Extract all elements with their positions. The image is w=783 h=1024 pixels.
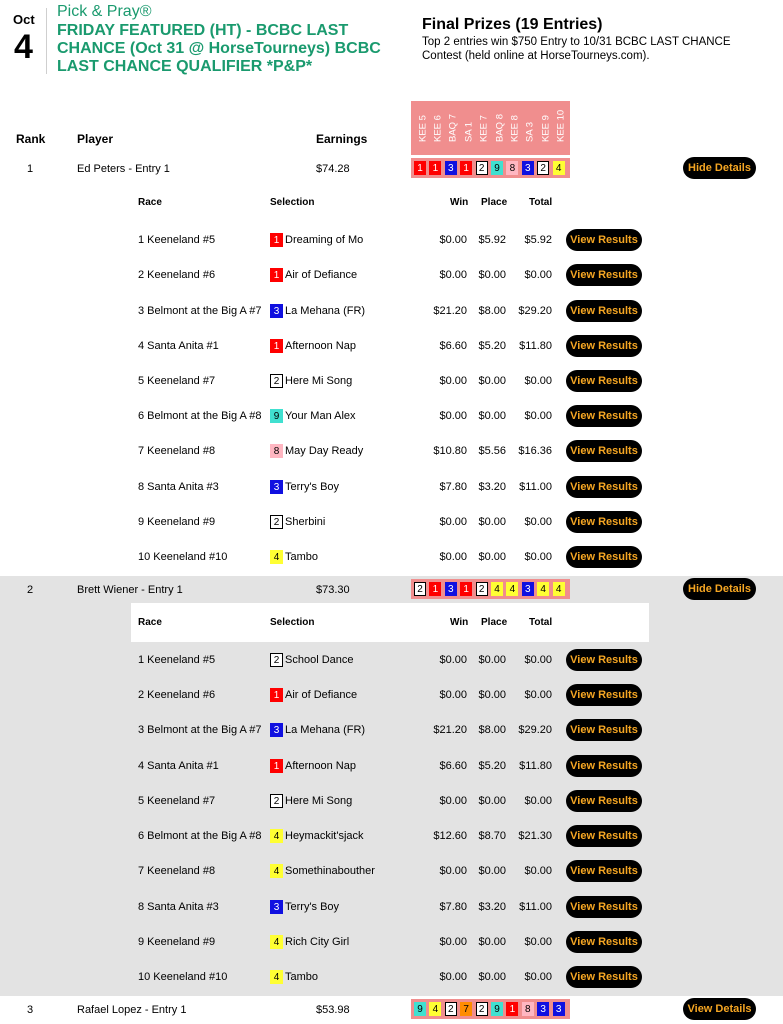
detail-race: 3 Belmont at the Big A #7	[138, 305, 262, 317]
pick-chip: 2	[537, 161, 549, 175]
detail-place: $8.00	[478, 305, 506, 317]
pick-chip: 4	[553, 582, 565, 596]
detail-race: 9 Keeneland #9	[138, 516, 216, 528]
detail-place: $8.00	[478, 724, 506, 736]
race-column-label	[554, 101, 569, 153]
pick-chip: 4	[491, 582, 503, 596]
detail-total: $0.00	[524, 410, 552, 422]
detail-win-header: Win	[450, 197, 469, 208]
detail-race: 10 Keeneland #10	[138, 551, 228, 563]
selection-number: 2	[270, 653, 283, 667]
detail-total: $29.20	[518, 305, 552, 317]
detail-selection-header: Selection	[270, 617, 315, 628]
detail-win: $0.00	[439, 516, 467, 528]
earnings-header: Earnings	[316, 132, 368, 146]
view-results-button[interactable]: View Results	[566, 860, 642, 882]
pick-chip: 1	[414, 161, 426, 175]
entry-picks	[411, 999, 570, 1019]
detail-place-header: Place	[481, 617, 508, 628]
detail-race: 2 Keeneland #6	[138, 269, 216, 281]
view-results-button[interactable]: View Results	[566, 755, 642, 777]
entry-earnings: $53.98	[316, 1004, 350, 1016]
detail-total: $0.00	[524, 551, 552, 563]
detail-race: 1 Keeneland #5	[138, 654, 216, 666]
detail-total-header: Total	[529, 197, 553, 208]
selection-number: 2	[270, 515, 283, 529]
view-details-button[interactable]: View Details	[683, 998, 756, 1020]
race-column-label	[446, 101, 461, 153]
detail-place: $0.00	[478, 654, 506, 666]
selection-horse: Terry's Boy	[285, 481, 340, 493]
detail-win: $10.80	[433, 445, 467, 457]
race-column-label	[477, 101, 492, 153]
header-divider	[46, 8, 47, 74]
selection-horse: Heymackit'sjack	[285, 830, 364, 842]
detail-place-header: Place	[481, 197, 508, 208]
pick-chip: 9	[491, 161, 503, 175]
view-results-button[interactable]: View Results	[566, 790, 642, 812]
selection-number: 3	[270, 480, 283, 494]
view-results-button[interactable]: View Results	[566, 684, 642, 706]
view-results-button[interactable]: View Results	[566, 649, 642, 671]
contest-brand: Pick & Pray®	[57, 3, 152, 20]
detail-place: $5.92	[478, 234, 506, 246]
entry-player-name: Ed Peters - Entry 1	[77, 163, 170, 175]
pick-chip: 3	[522, 582, 534, 596]
detail-race: 4 Santa Anita #1	[138, 340, 219, 352]
detail-total: $29.20	[518, 724, 552, 736]
detail-place: $5.20	[478, 340, 506, 352]
pick-chip: 1	[460, 161, 472, 175]
selection-number: 1	[270, 759, 283, 773]
detail-total: $0.00	[524, 654, 552, 666]
pick-chip: 2	[414, 582, 426, 596]
selection-horse: Here Mi Song	[285, 795, 353, 807]
detail-win-header: Win	[450, 617, 469, 628]
selection-horse: Tambo	[285, 551, 319, 563]
selection-number: 1	[270, 688, 283, 702]
detail-total: $0.00	[524, 936, 552, 948]
view-results-button[interactable]: View Results	[566, 931, 642, 953]
selection-horse: Afternoon Nap	[285, 340, 356, 352]
entry-picks	[411, 158, 570, 178]
detail-win: $0.00	[439, 410, 467, 422]
view-results-button[interactable]: View Results	[566, 511, 642, 533]
race-column-label-text: KEE 7	[478, 115, 490, 142]
detail-place: $5.56	[478, 445, 506, 457]
selection-horse: Sherbini	[285, 516, 326, 528]
detail-total: $16.36	[518, 445, 552, 457]
pick-chip: 2	[476, 1002, 488, 1016]
detail-total: $11.80	[519, 340, 552, 352]
detail-race: 5 Keeneland #7	[138, 795, 216, 807]
selection-number: 4	[270, 970, 283, 984]
selection-horse: Tambo	[285, 971, 319, 983]
detail-race: 10 Keeneland #10	[138, 971, 228, 983]
pick-chip: 3	[445, 161, 457, 175]
selection-horse: Dreaming of Mo	[285, 234, 364, 246]
detail-race: 5 Keeneland #7	[138, 375, 216, 387]
selection-horse: Here Mi Song	[285, 375, 353, 387]
race-column-label	[507, 101, 522, 153]
race-column-label	[430, 101, 445, 153]
entry-rank: 3	[27, 1004, 34, 1016]
detail-selection-header: Selection	[270, 197, 315, 208]
pick-chip: 3	[553, 1002, 565, 1016]
contest-title: FRIDAY FEATURED (HT) - BCBC LAST CHANCE (Oct 31 @ HorseTourneys) BCBC LAST CHANCE QUALIFIER *P&P*	[57, 22, 381, 75]
detail-total: $0.00	[524, 375, 552, 387]
selection-number: 4	[270, 550, 283, 564]
view-results-button[interactable]: View Results	[566, 264, 642, 286]
detail-race: 8 Santa Anita #3	[138, 901, 219, 913]
detail-total: $0.00	[524, 689, 552, 701]
detail-race: 1 Keeneland #5	[138, 234, 216, 246]
pick-chip: 1	[506, 1002, 518, 1016]
selection-number: 8	[270, 444, 283, 458]
race-column-label	[492, 101, 507, 153]
detail-total: $0.00	[524, 971, 552, 983]
detail-win: $0.00	[439, 269, 467, 281]
detail-total: $11.00	[519, 481, 552, 493]
view-results-button[interactable]: View Results	[566, 405, 642, 427]
selection-horse: Air of Defiance	[285, 689, 358, 701]
pick-chip: 2	[445, 1002, 457, 1016]
detail-total: $0.00	[524, 269, 552, 281]
race-column-label-text: KEE 10	[555, 109, 567, 142]
detail-win: $0.00	[439, 971, 467, 983]
race-column-label-text: KEE 5	[417, 115, 428, 142]
detail-total: $11.00	[519, 901, 552, 913]
race-column-label-text: BAQ 7	[447, 114, 459, 142]
pick-chip: 4	[429, 1002, 441, 1016]
view-results-button[interactable]: View Results	[566, 825, 642, 847]
detail-win: $0.00	[439, 936, 467, 948]
race-column-label	[415, 101, 430, 153]
detail-race: 8 Santa Anita #3	[138, 481, 219, 493]
detail-place: $3.20	[478, 481, 506, 493]
detail-race-header: Race	[138, 617, 162, 628]
pick-chip: 7	[460, 1002, 472, 1016]
view-results-button[interactable]: View Results	[566, 300, 642, 322]
pick-chip: 4	[506, 582, 518, 596]
selection-number: 1	[270, 233, 283, 247]
detail-race: 3 Belmont at the Big A #7	[138, 724, 262, 736]
detail-total: $0.00	[524, 865, 552, 877]
detail-place: $0.00	[478, 865, 506, 877]
race-labels-header	[411, 101, 570, 155]
selection-horse: La Mehana (FR)	[285, 724, 366, 736]
selection-number: 9	[270, 409, 283, 423]
detail-total: $0.00	[524, 795, 552, 807]
detail-race: 4 Santa Anita #1	[138, 760, 219, 772]
entry-player-name: Rafael Lopez - Entry 1	[77, 1004, 187, 1016]
date-day: 4	[14, 28, 33, 66]
view-results-button[interactable]: View Results	[566, 370, 642, 392]
race-column-label-text: SA 3	[524, 121, 536, 142]
selection-number: 1	[270, 339, 283, 353]
detail-win: $12.60	[433, 830, 467, 842]
pick-chip: 8	[522, 1002, 534, 1016]
race-column-label	[461, 101, 476, 153]
entry-earnings: $73.30	[316, 584, 350, 596]
detail-place: $5.20	[478, 760, 506, 772]
detail-win: $6.60	[439, 760, 467, 772]
selection-number: 3	[270, 304, 283, 318]
detail-win: $0.00	[439, 865, 467, 877]
entry-player-name: Brett Wiener - Entry 1	[77, 584, 183, 596]
detail-total: $11.80	[519, 760, 552, 772]
selection-horse: Your Man Alex	[285, 410, 356, 422]
selection-horse: Somethinabouther	[285, 865, 375, 877]
race-column-label-text: SA 1	[463, 121, 475, 142]
pick-chip: 2	[476, 582, 488, 596]
detail-win: $21.20	[433, 724, 467, 736]
selection-horse: School Dance	[285, 654, 354, 666]
selection-horse: May Day Ready	[285, 445, 364, 457]
detail-race: 7 Keeneland #8	[138, 865, 216, 877]
detail-place: $0.00	[478, 269, 506, 281]
selection-horse: La Mehana (FR)	[285, 305, 366, 317]
race-column-label-text: KEE 6	[432, 115, 444, 142]
detail-win: $0.00	[439, 689, 467, 701]
detail-place: $0.00	[478, 936, 506, 948]
view-results-button[interactable]: View Results	[566, 896, 642, 918]
pick-chip: 1	[460, 582, 472, 596]
selection-horse: Rich City Girl	[285, 936, 350, 948]
detail-place: $0.00	[478, 410, 506, 422]
race-column-label-text: KEE 9	[540, 115, 552, 142]
detail-race: 6 Belmont at the Big A #8	[138, 410, 262, 422]
detail-race: 9 Keeneland #9	[138, 936, 216, 948]
detail-place: $0.00	[478, 375, 506, 387]
pick-chip: 3	[537, 1002, 549, 1016]
detail-win: $0.00	[439, 654, 467, 666]
detail-place: $0.00	[478, 516, 506, 528]
pick-chip: 3	[522, 161, 534, 175]
view-results-button[interactable]: View Results	[566, 476, 642, 498]
view-results-button[interactable]: View Results	[566, 229, 642, 251]
detail-place: $3.20	[478, 901, 506, 913]
race-column-label-text: BAQ 8	[494, 114, 505, 142]
pick-chip: 2	[476, 161, 488, 175]
view-results-button[interactable]: View Results	[566, 440, 642, 462]
view-results-button[interactable]: View Results	[566, 966, 642, 988]
hide-details-button[interactable]: Hide Details	[683, 578, 756, 600]
pick-chip: 8	[506, 161, 518, 175]
view-results-button[interactable]: View Results	[566, 719, 642, 741]
detail-place: $8.70	[478, 830, 506, 842]
detail-place: $0.00	[478, 795, 506, 807]
race-column-label	[538, 101, 553, 153]
prizes-description: Top 2 entries win $750 Entry to 10/31 BCBC LAST CHANCE Contest (held online at HorseTourneys.com).	[422, 36, 731, 62]
detail-place: $0.00	[478, 551, 506, 563]
hide-details-button[interactable]: Hide Details	[683, 157, 756, 179]
selection-number: 2	[270, 794, 283, 808]
selection-number: 3	[270, 900, 283, 914]
detail-race: 2 Keeneland #6	[138, 689, 216, 701]
prizes-title: Final Prizes (19 Entries)	[422, 16, 603, 33]
pick-chip: 1	[429, 161, 441, 175]
selection-number: 4	[270, 864, 283, 878]
detail-total: $0.00	[524, 516, 552, 528]
selection-horse: Air of Defiance	[285, 269, 358, 281]
entry-picks	[411, 579, 570, 599]
pick-chip: 9	[414, 1002, 426, 1016]
view-results-button[interactable]: View Results	[566, 546, 642, 568]
detail-race-header: Race	[138, 197, 162, 208]
selection-number: 4	[270, 829, 283, 843]
rank-header: Rank	[16, 132, 46, 146]
selection-horse: Terry's Boy	[285, 901, 340, 913]
selection-number: 2	[270, 374, 283, 388]
detail-win: $0.00	[439, 375, 467, 387]
race-column-label	[523, 101, 538, 153]
detail-win: $7.80	[439, 481, 467, 493]
selection-number: 3	[270, 723, 283, 737]
detail-race: 7 Keeneland #8	[138, 445, 216, 457]
detail-win: $6.60	[439, 340, 467, 352]
pick-chip: 1	[429, 582, 441, 596]
detail-win: $0.00	[439, 234, 467, 246]
detail-total-header: Total	[529, 617, 553, 628]
entry-rank: 1	[27, 163, 34, 175]
pick-chip: 4	[537, 582, 549, 596]
detail-win: $0.00	[439, 551, 467, 563]
detail-win: $7.80	[439, 901, 467, 913]
detail-total: $21.30	[518, 830, 552, 842]
race-column-label-text: KEE 8	[509, 115, 521, 142]
date-month: Oct	[13, 12, 35, 27]
player-header: Player	[77, 132, 114, 146]
entry-rank: 2	[27, 584, 34, 596]
entry-earnings: $74.28	[316, 163, 350, 175]
selection-number: 1	[270, 268, 283, 282]
detail-place: $0.00	[478, 689, 506, 701]
pick-chip: 3	[445, 582, 457, 596]
detail-place: $0.00	[478, 971, 506, 983]
pick-chip: 4	[553, 161, 565, 175]
selection-number: 4	[270, 935, 283, 949]
detail-header-bar	[131, 603, 649, 642]
pick-chip: 9	[491, 1002, 503, 1016]
detail-total: $5.92	[524, 234, 552, 246]
detail-win: $21.20	[433, 305, 467, 317]
view-results-button[interactable]: View Results	[566, 335, 642, 357]
selection-horse: Afternoon Nap	[285, 760, 356, 772]
detail-race: 6 Belmont at the Big A #8	[138, 830, 262, 842]
detail-win: $0.00	[439, 795, 467, 807]
